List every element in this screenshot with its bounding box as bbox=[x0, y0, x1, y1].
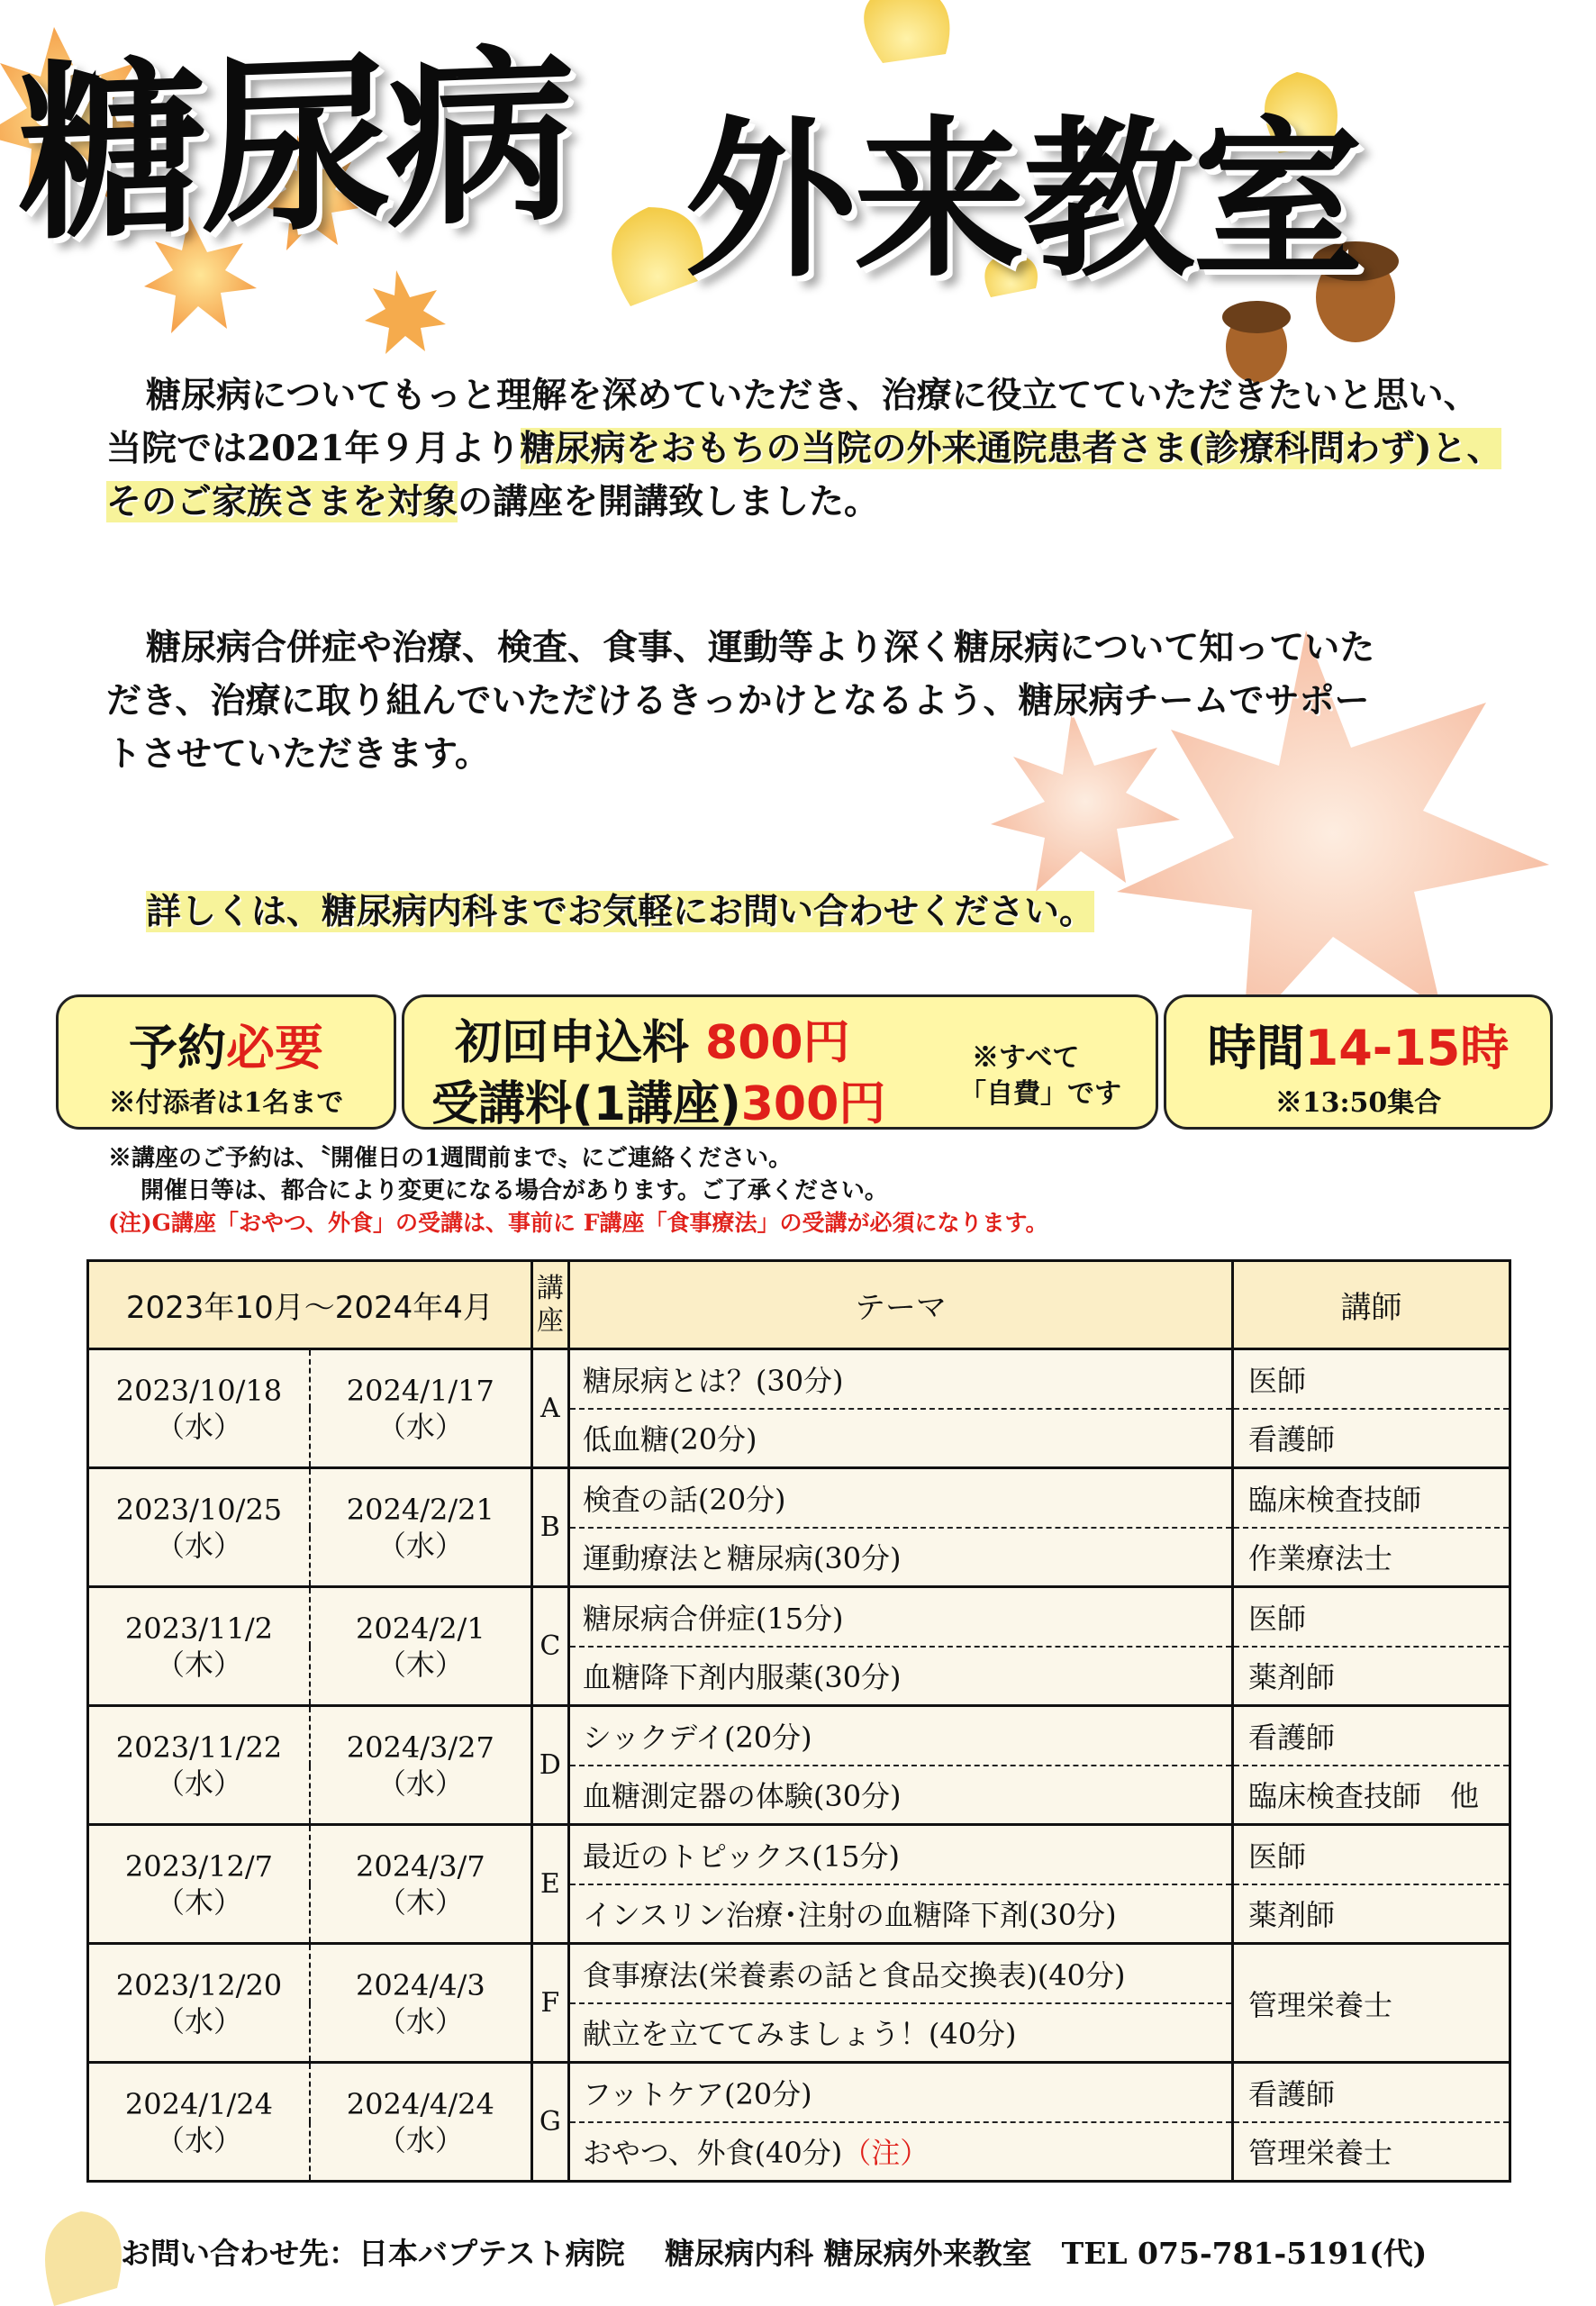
theme-cell bbox=[568, 2122, 1232, 2182]
time-label: 時間 bbox=[1207, 1020, 1305, 1076]
fee1-label: 初回申込料 bbox=[455, 1016, 690, 1070]
fee2-label: 受講料(1講座) bbox=[431, 1077, 741, 1131]
date-cell bbox=[88, 1825, 310, 1944]
theme-cell: 献立を立ててみましょう！(40分) bbox=[568, 2003, 1232, 2063]
header-period: 2023年10月～2024年4月 bbox=[88, 1261, 532, 1349]
schedule-table bbox=[86, 1259, 1511, 2183]
weekday: （水） bbox=[376, 1766, 464, 1801]
intro-highlight: 糖尿病をおもちの当院の外来通院患者さま(診療科問わず)と、そのご家族さまを対象 bbox=[106, 428, 1502, 522]
weekday: （水） bbox=[155, 1528, 242, 1563]
table-header-row bbox=[88, 1261, 1510, 1349]
intro-text-3: 詳しくは、糖尿病内科までお気軽にお問い合わせください。 bbox=[146, 891, 1095, 932]
table-row bbox=[88, 1706, 1510, 1766]
theme-cell: 血糖降下剤内服薬(30分) bbox=[568, 1647, 1232, 1706]
date: 2024/4/3 bbox=[355, 1967, 485, 2002]
table-row bbox=[88, 1825, 1510, 1884]
time-note: ※13:50集合 bbox=[1274, 1087, 1442, 1119]
date-cell bbox=[88, 1349, 310, 1468]
date: 2024/2/21 bbox=[346, 1492, 494, 1527]
weekday: （水） bbox=[376, 2122, 464, 2157]
date-cell bbox=[88, 1468, 310, 1587]
lecturer-cell: 看護師 bbox=[1232, 2063, 1510, 2122]
table-row bbox=[88, 1944, 1510, 2003]
lecturer-cell: 作業療法士 bbox=[1232, 1528, 1510, 1587]
date: 2023/10/25 bbox=[115, 1492, 283, 1527]
lecturer-cell: 管理栄養士 bbox=[1232, 2122, 1510, 2182]
course-code: E bbox=[531, 1825, 568, 1944]
theme-cell: 血糖測定器の体験(30分) bbox=[568, 1766, 1232, 1825]
date-cell bbox=[88, 1944, 310, 2063]
course-code: G bbox=[531, 2063, 568, 2182]
weekday: （木） bbox=[155, 1884, 242, 1920]
weekday: （水） bbox=[155, 2003, 242, 2038]
date: 2024/4/24 bbox=[346, 2086, 494, 2121]
fee-note-1: ※すべて bbox=[972, 1042, 1080, 1074]
lecturer-cell: 医師 bbox=[1232, 1349, 1510, 1409]
page-title bbox=[18, 16, 1585, 300]
weekday: （水） bbox=[376, 2003, 464, 2038]
table-row bbox=[88, 1349, 1510, 1409]
theme-cell: 食事療法(栄養素の話と食品交換表)(40分) bbox=[568, 1944, 1232, 2003]
header-theme: テーマ bbox=[568, 1261, 1232, 1349]
lecturer-cell: 薬剤師 bbox=[1232, 1884, 1510, 1944]
intro-paragraph-1 bbox=[106, 369, 1511, 529]
course-code: A bbox=[531, 1349, 568, 1468]
date: 2024/3/7 bbox=[355, 1848, 485, 1884]
reservation-note: ※付添者は1名まで bbox=[108, 1087, 344, 1119]
date: 2023/11/22 bbox=[115, 1730, 283, 1765]
intro-text-1a: 糖尿病についてもっと理解を深めていただき、治療に役立てていただきたいと思い、当院では2021年９月より bbox=[106, 375, 1479, 469]
date-cell bbox=[310, 1706, 531, 1825]
reservation-box bbox=[56, 994, 396, 1130]
fee2-value: 300円 bbox=[740, 1077, 886, 1131]
weekday: （水） bbox=[376, 1528, 464, 1563]
weekday: （木） bbox=[376, 1647, 464, 1682]
lecturer-cell: 医師 bbox=[1232, 1587, 1510, 1647]
course-code: C bbox=[531, 1587, 568, 1706]
weekday: （水） bbox=[376, 1409, 464, 1444]
date: 2024/3/27 bbox=[346, 1730, 494, 1765]
title-part-1: 糖尿病 bbox=[18, 26, 570, 267]
fee-note-2: 「自費」です bbox=[959, 1078, 1121, 1110]
date: 2023/11/2 bbox=[124, 1611, 273, 1646]
intro-text-1b: の講座を開講致しました。 bbox=[458, 481, 880, 522]
theme-cell: 最近のトピックス(15分) bbox=[568, 1825, 1232, 1884]
date-cell bbox=[88, 2063, 310, 2182]
table-row bbox=[88, 2063, 1510, 2122]
weekday: （木） bbox=[155, 1647, 242, 1682]
date: 2024/1/24 bbox=[124, 2086, 273, 2121]
title-part-2: 外来教室 bbox=[685, 101, 1363, 300]
theme-cell: 糖尿病とは？(30分) bbox=[568, 1349, 1232, 1409]
course-code: F bbox=[531, 1944, 568, 2063]
header-lecturer: 講師 bbox=[1232, 1261, 1510, 1349]
lecturer-cell: 薬剤師 bbox=[1232, 1647, 1510, 1706]
lecturer-cell: 臨床検査技師 bbox=[1232, 1468, 1510, 1528]
date-cell bbox=[310, 1349, 531, 1468]
date: 2024/2/1 bbox=[355, 1611, 485, 1646]
table-row bbox=[88, 1468, 1510, 1528]
contact-footer: お問い合わせ先：日本バプテスト病院 糖尿病内科 糖尿病外来教室 TEL 075-781-5191(代) bbox=[121, 2236, 1428, 2271]
theme-text: おやつ、外食(40分) bbox=[582, 2136, 843, 2171]
note-3: (注)G講座「おやつ、外食」の受講は、事前に F講座「食事療法」の受講が必須になります。 bbox=[108, 1210, 1048, 1236]
weekday: （水） bbox=[155, 2122, 242, 2157]
theme-cell: 検査の話(20分) bbox=[568, 1468, 1232, 1528]
fee1-value: 800円 bbox=[705, 1016, 850, 1070]
date: 2023/10/18 bbox=[115, 1373, 283, 1408]
header-koza: 講座 bbox=[531, 1261, 568, 1349]
lecturer-cell: 臨床検査技師 他 bbox=[1232, 1766, 1510, 1825]
intro-paragraph-3 bbox=[106, 885, 1511, 939]
theme-cell: 低血糖(20分) bbox=[568, 1409, 1232, 1468]
course-code: D bbox=[531, 1706, 568, 1825]
note-2: 開催日等は、都合により変更になる場合があります。ご了承ください。 bbox=[141, 1177, 888, 1204]
course-code: B bbox=[531, 1468, 568, 1587]
fee-box bbox=[402, 994, 1158, 1130]
table-row bbox=[88, 1587, 1510, 1647]
lecturer-cell: 医師 bbox=[1232, 1825, 1510, 1884]
weekday: （水） bbox=[155, 1409, 242, 1444]
date: 2023/12/20 bbox=[115, 1967, 283, 2002]
theme-cell: 運動療法と糖尿病(30分) bbox=[568, 1528, 1232, 1587]
date-cell bbox=[310, 1944, 531, 2063]
reservation-value: 必要 bbox=[226, 1020, 323, 1076]
date-cell bbox=[310, 1825, 531, 1944]
intro-text-2: 糖尿病合併症や治療、検査、食事、運動等より深く糖尿病について知っていただき、治療に取り組んでいただけるきっかけとなるよう、糖尿病チームでサポートさせていただきます。 bbox=[106, 627, 1375, 775]
time-box bbox=[1164, 994, 1553, 1130]
date-cell bbox=[310, 1468, 531, 1587]
theme-cell: シックデイ(20分) bbox=[568, 1706, 1232, 1766]
theme-cell: インスリン治療･注射の血糖降下剤(30分) bbox=[568, 1884, 1232, 1944]
theme-cell: フットケア(20分) bbox=[568, 2063, 1232, 2122]
date-cell bbox=[310, 2063, 531, 2182]
intro-paragraph-2 bbox=[106, 622, 1403, 781]
theme-cell: 糖尿病合併症(15分) bbox=[568, 1587, 1232, 1647]
theme-note: （注） bbox=[842, 2136, 929, 2171]
note-1: ※講座のご予約は、〝開催日の1週間前まで〟にご連絡ください。 bbox=[108, 1145, 793, 1172]
date-cell bbox=[88, 1587, 310, 1706]
time-value: 14-15時 bbox=[1304, 1020, 1510, 1076]
weekday: （水） bbox=[155, 1766, 242, 1801]
date-cell bbox=[310, 1587, 531, 1706]
date: 2024/1/17 bbox=[346, 1373, 494, 1408]
lecturer-cell: 看護師 bbox=[1232, 1706, 1510, 1766]
ginkgo-leaf-icon bbox=[45, 2211, 122, 2306]
notes bbox=[108, 1142, 1513, 1239]
date: 2023/12/7 bbox=[124, 1848, 273, 1884]
weekday: （木） bbox=[376, 1884, 464, 1920]
lecturer-cell: 看護師 bbox=[1232, 1409, 1510, 1468]
reservation-label: 予約 bbox=[129, 1020, 226, 1076]
date-cell bbox=[88, 1706, 310, 1825]
lecturer-cell: 管理栄養士 bbox=[1232, 1944, 1510, 2063]
